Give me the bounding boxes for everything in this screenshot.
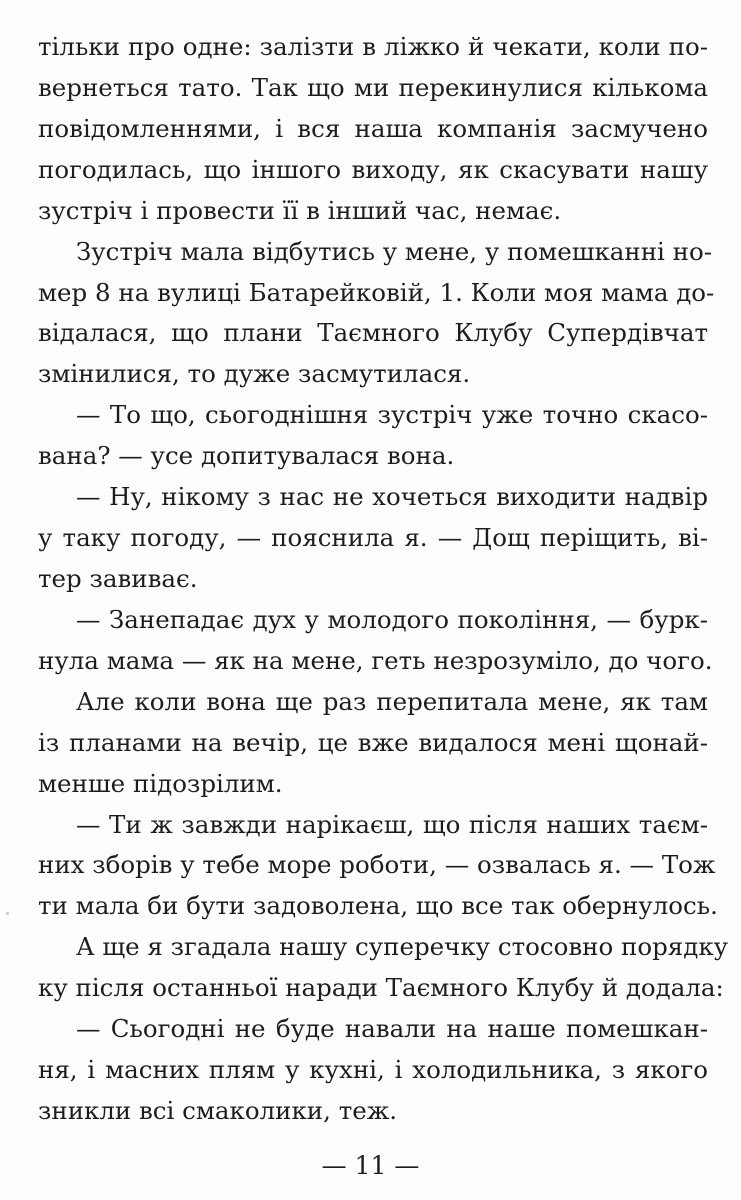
paper-speck [6, 912, 9, 915]
text-line-8: відалася, що плани Таємного Клубу Супердівчат [38, 318, 708, 347]
text-line-2: вернеться тато. Так що ми перекинулися кількома [38, 73, 708, 102]
text-line-10: — То що, сьогоднішня зустріч уже точно скасо- [76, 400, 708, 429]
text-line-11: вана? — усе допитувалася вона. [38, 441, 455, 470]
text-line-4: погодилась, що іншого виходу, як скасувати нашу [38, 155, 708, 184]
page-number: — 11 — [321, 1151, 420, 1180]
text-line-20: — Ти ж завжди нарікаєш, що після наших таєм- [76, 810, 708, 839]
text-line-12: — Ну, нікому з нас не хочеться виходити надвір [76, 482, 708, 511]
text-line-18: із планами на вечір, це вже видалося мені щонай- [38, 728, 708, 757]
text-line-24: ку після останньої наради Таємного Клубу й додала: [38, 973, 724, 1002]
text-line-26: ня, і масних плям у кухні, і холодильника, з якого [38, 1055, 708, 1084]
text-line-14: тер завиває. [38, 564, 198, 593]
text-line-16: нула мама — як на мене, геть незрозуміло, до чого. [38, 646, 713, 675]
text-line-17: Але коли вона ще раз перепитала мене, як там [76, 687, 708, 716]
text-line-27: зникли всі смаколики, теж. [38, 1096, 398, 1125]
text-line-19: менше підозрілим. [38, 769, 283, 798]
text-line-23: А ще я згадала нашу суперечку стосовно порядку [76, 932, 729, 961]
text-line-21: них зборів у тебе море роботи, — озвалась я. — Тож [38, 850, 716, 879]
text-line-7: мер 8 на вулиці Батарейковій, 1. Коли моя мама до- [38, 278, 715, 307]
text-line-22: ти мала би бути задоволена, що все так обернулось. [38, 891, 718, 920]
text-line-5: зустріч і провести її в інший час, немає. [38, 196, 562, 225]
text-line-3: повідомленнями, і вся наша компанія засмучено [38, 114, 708, 143]
text-line-9: змінилися, то дуже засмутилася. [38, 359, 471, 388]
text-line-6: Зустріч мала відбутись у мене, у помешканні но- [76, 237, 713, 266]
text-line-25: — Сьогодні не буде навали на наше помешкан- [76, 1014, 708, 1043]
text-line-15: — Занепадає дух у молодого покоління, — бурк- [76, 605, 708, 634]
text-line-13: у таку погоду, — пояснила я. — Дощ періщить, ві- [38, 523, 708, 552]
text-line-1: тільки про одне: залізти в ліжко й чекати, коли по- [38, 32, 708, 61]
